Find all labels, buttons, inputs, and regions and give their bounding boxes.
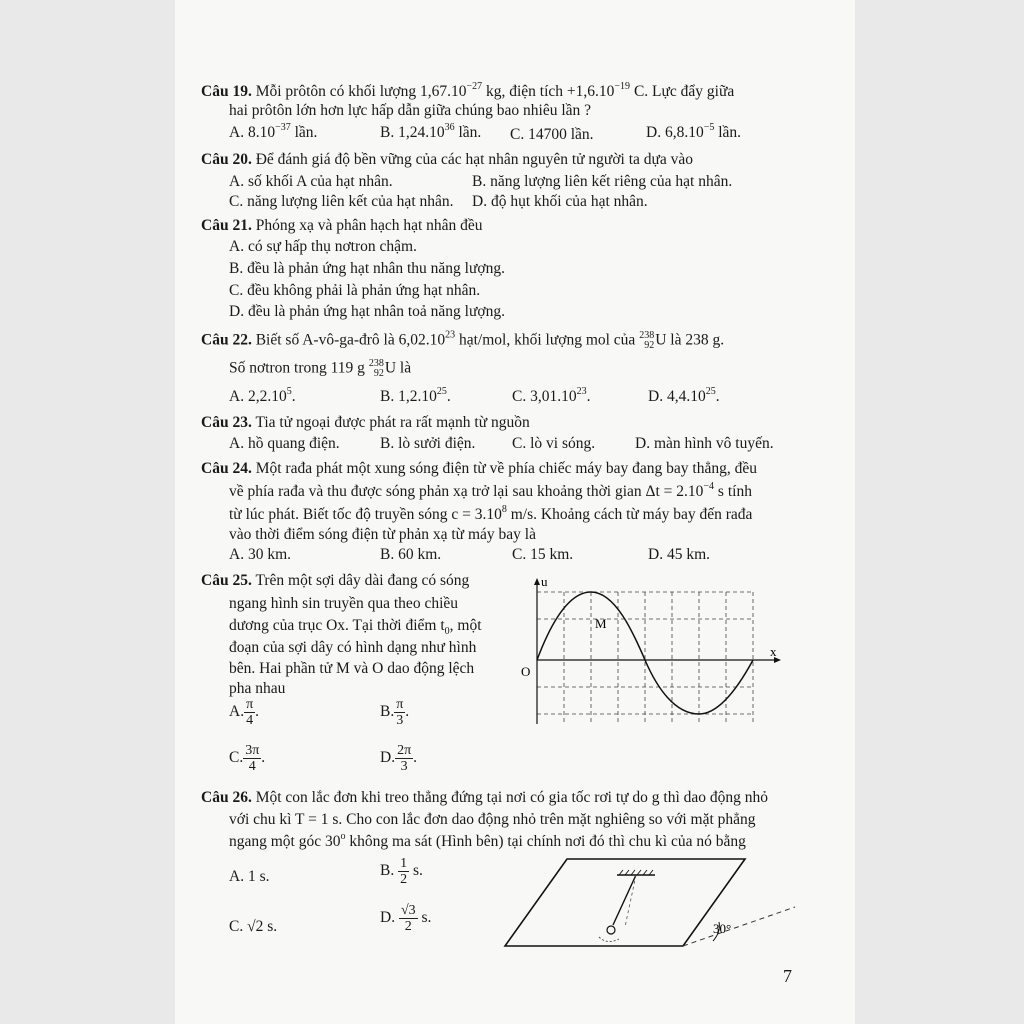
q23-stem: Câu 23. Tia tử ngoại được phát ra rất mạnh từ nguồn: [201, 414, 530, 431]
support-hatch: [619, 870, 653, 875]
q22-line1: Câu 22. Biết số A-vô-ga-đrô là 6,02.10$^{23}$ hạt/mol, khối lượng mol của 238 92 U là 238 g.: [201, 329, 725, 351]
q21-option-c: C. đều không phải là phản ứng hạt nhân.: [229, 282, 481, 299]
q24-line1: Câu 24. Một rađa phát một xung sóng điện từ về phía chiếc máy bay đang bay thẳng, đều: [201, 460, 757, 477]
origin-label: O: [521, 664, 531, 679]
q24-option-a: A. 30 km.: [229, 546, 291, 563]
q25-line2: ngang hình sin truyền qua theo chiều: [229, 595, 459, 612]
pendulum-string: [613, 875, 636, 925]
q19-line2: hai prôtôn lớn hơn lực hấp dẫn giữa chúng bao nhiêu lần ?: [229, 102, 592, 119]
q21-option-b: B. đều là phản ứng hạt nhân thu năng lượng.: [229, 260, 505, 277]
isotope-notation: 238 92: [368, 358, 384, 379]
u-label: u: [541, 574, 548, 589]
q19-option-d: D. $6,8.10^{-5}$ lần.: [646, 122, 742, 141]
swing-arc: [599, 937, 619, 942]
q25-option-d: D. $\frac{2\pi}{3}$ .: [380, 743, 418, 774]
q24-option-c: C. 15 km.: [512, 546, 574, 563]
q19-line1: Câu 19. Mỗi prôtôn có khối lượng $1,67.10^{-27}$ kg, điện tích $+1,6.10^{-19}$ C. Lực đẩy giữa: [201, 81, 735, 100]
q22-option-d: D. 4,4.10$^{25}$.: [648, 386, 720, 405]
q22-option-a: A. 2,2.10$^5$.: [229, 386, 296, 405]
q20-option-c: C. năng lượng liên kết của hạt nhân.: [229, 193, 454, 210]
q20-option-b: B. năng lượng liên kết riêng của hạt nhân.: [472, 173, 733, 190]
x-label: x: [770, 644, 777, 659]
u-axis-arrow: [534, 578, 540, 585]
q26-option-d: D. $\frac{√3}{2}$ s.: [380, 903, 432, 934]
q23-option-a: A. hồ quang điện.: [229, 435, 340, 452]
inclined-plane-figure: [495, 855, 800, 955]
q26-line2: với chu kì T = 1 s. Cho con lắc đơn dao động nhỏ trên mặt nghiêng so với mặt phẳng: [229, 811, 756, 828]
q25-line4: đoạn của sợi dây có hình dạng như hình: [229, 639, 477, 656]
q23-option-c: C. lò vi sóng.: [512, 435, 596, 452]
q22-option-c: C. 3,01.10$^{23}$.: [512, 386, 591, 405]
q26-line1: Câu 26. Một con lắc đơn khi treo thẳng đứng tại nơi có gia tốc rơi tự do g thì dao động nhỏ: [201, 789, 769, 806]
isotope-notation: 238 92: [639, 330, 655, 351]
q25-option-b: B. $\frac{\pi}{3}$ .: [380, 697, 410, 728]
q25-line5: bên. Hai phần tử M và O dao động lệch: [229, 660, 475, 677]
q19-option-c: C. 14700 lần.: [510, 126, 594, 143]
q25-line1: Câu 25. Trên một sợi dây dài đang có sóng: [201, 572, 470, 589]
q26-line3: ngang một góc 30$^o$ không ma sát (Hình bên) tại chính nơi đó thì chu kì của nó bằng: [229, 831, 746, 850]
q25-option-c: C. $\frac{3\pi}{4}$ .: [229, 743, 266, 774]
q24-option-d: D. 45 km.: [648, 546, 710, 563]
q20-option-d: D. độ hụt khối của hạt nhân.: [472, 193, 648, 210]
sine-wave: [537, 592, 753, 714]
page-number: 7: [783, 966, 792, 986]
q19-option-a: A. $8.10^{-37}$ lần.: [229, 122, 318, 141]
equilibrium-line: [625, 875, 636, 927]
q23-option-b: B. lò sưởi điện.: [380, 435, 476, 452]
pendulum-bob: [607, 926, 615, 934]
q19-option-b: B. 1,24.10$^{36}$ lần.: [380, 122, 482, 141]
q21-option-a: A. có sự hấp thụ nơtron chậm.: [229, 238, 417, 255]
q20-option-a: A. số khối A của hạt nhân.: [229, 173, 393, 190]
q25-line6: pha nhau: [229, 680, 286, 697]
q20-stem: Câu 20. Để đánh giá độ bền vững của các hạt nhân nguyên tử người ta dựa vào: [201, 151, 694, 168]
q23-option-d: D. màn hình vô tuyến.: [635, 435, 774, 452]
horizontal-reference: [683, 907, 795, 946]
q22-line2: Số nơtron trong 119 g 238 92 U là: [229, 358, 412, 379]
point-m-label: M: [595, 616, 607, 631]
q21-option-d: D. đều là phản ứng hạt nhân toả năng lượng.: [229, 303, 505, 320]
q24-line2: về phía rađa và thu được sóng phản xạ trở lại sau khoảng thời gian $\Delta t = 2.10^{-4}$ s tính: [229, 481, 752, 500]
wave-graph: [515, 572, 795, 732]
q21-stem: Câu 21. Phóng xạ và phân hạch hạt nhân đều: [201, 217, 483, 234]
q24-line3: từ lúc phát. Biết tốc độ truyền sóng $c = 3.10^8$ m/s. Khoảng cách từ máy bay đến rađa: [229, 504, 753, 523]
q25-line3: dương của trục Ox. Tại thời điểm $t_0$, một: [229, 617, 482, 638]
angle-label: 30°: [713, 921, 732, 936]
q24-line4: vào thời điểm sóng điện từ phản xạ từ máy bay là: [229, 526, 536, 543]
q26-option-b: B. $\frac{1}{2}$ s.: [380, 856, 423, 887]
q24-option-b: B. 60 km.: [380, 546, 442, 563]
q26-option-c: C. √2 s.: [229, 918, 278, 935]
inclined-plane: [505, 859, 745, 946]
q25-option-a: A. $\frac{\pi}{4}$ .: [229, 697, 260, 728]
q22-option-b: B. 1,2.10$^{25}$.: [380, 386, 451, 405]
q26-option-a: A. 1 s.: [229, 868, 270, 885]
